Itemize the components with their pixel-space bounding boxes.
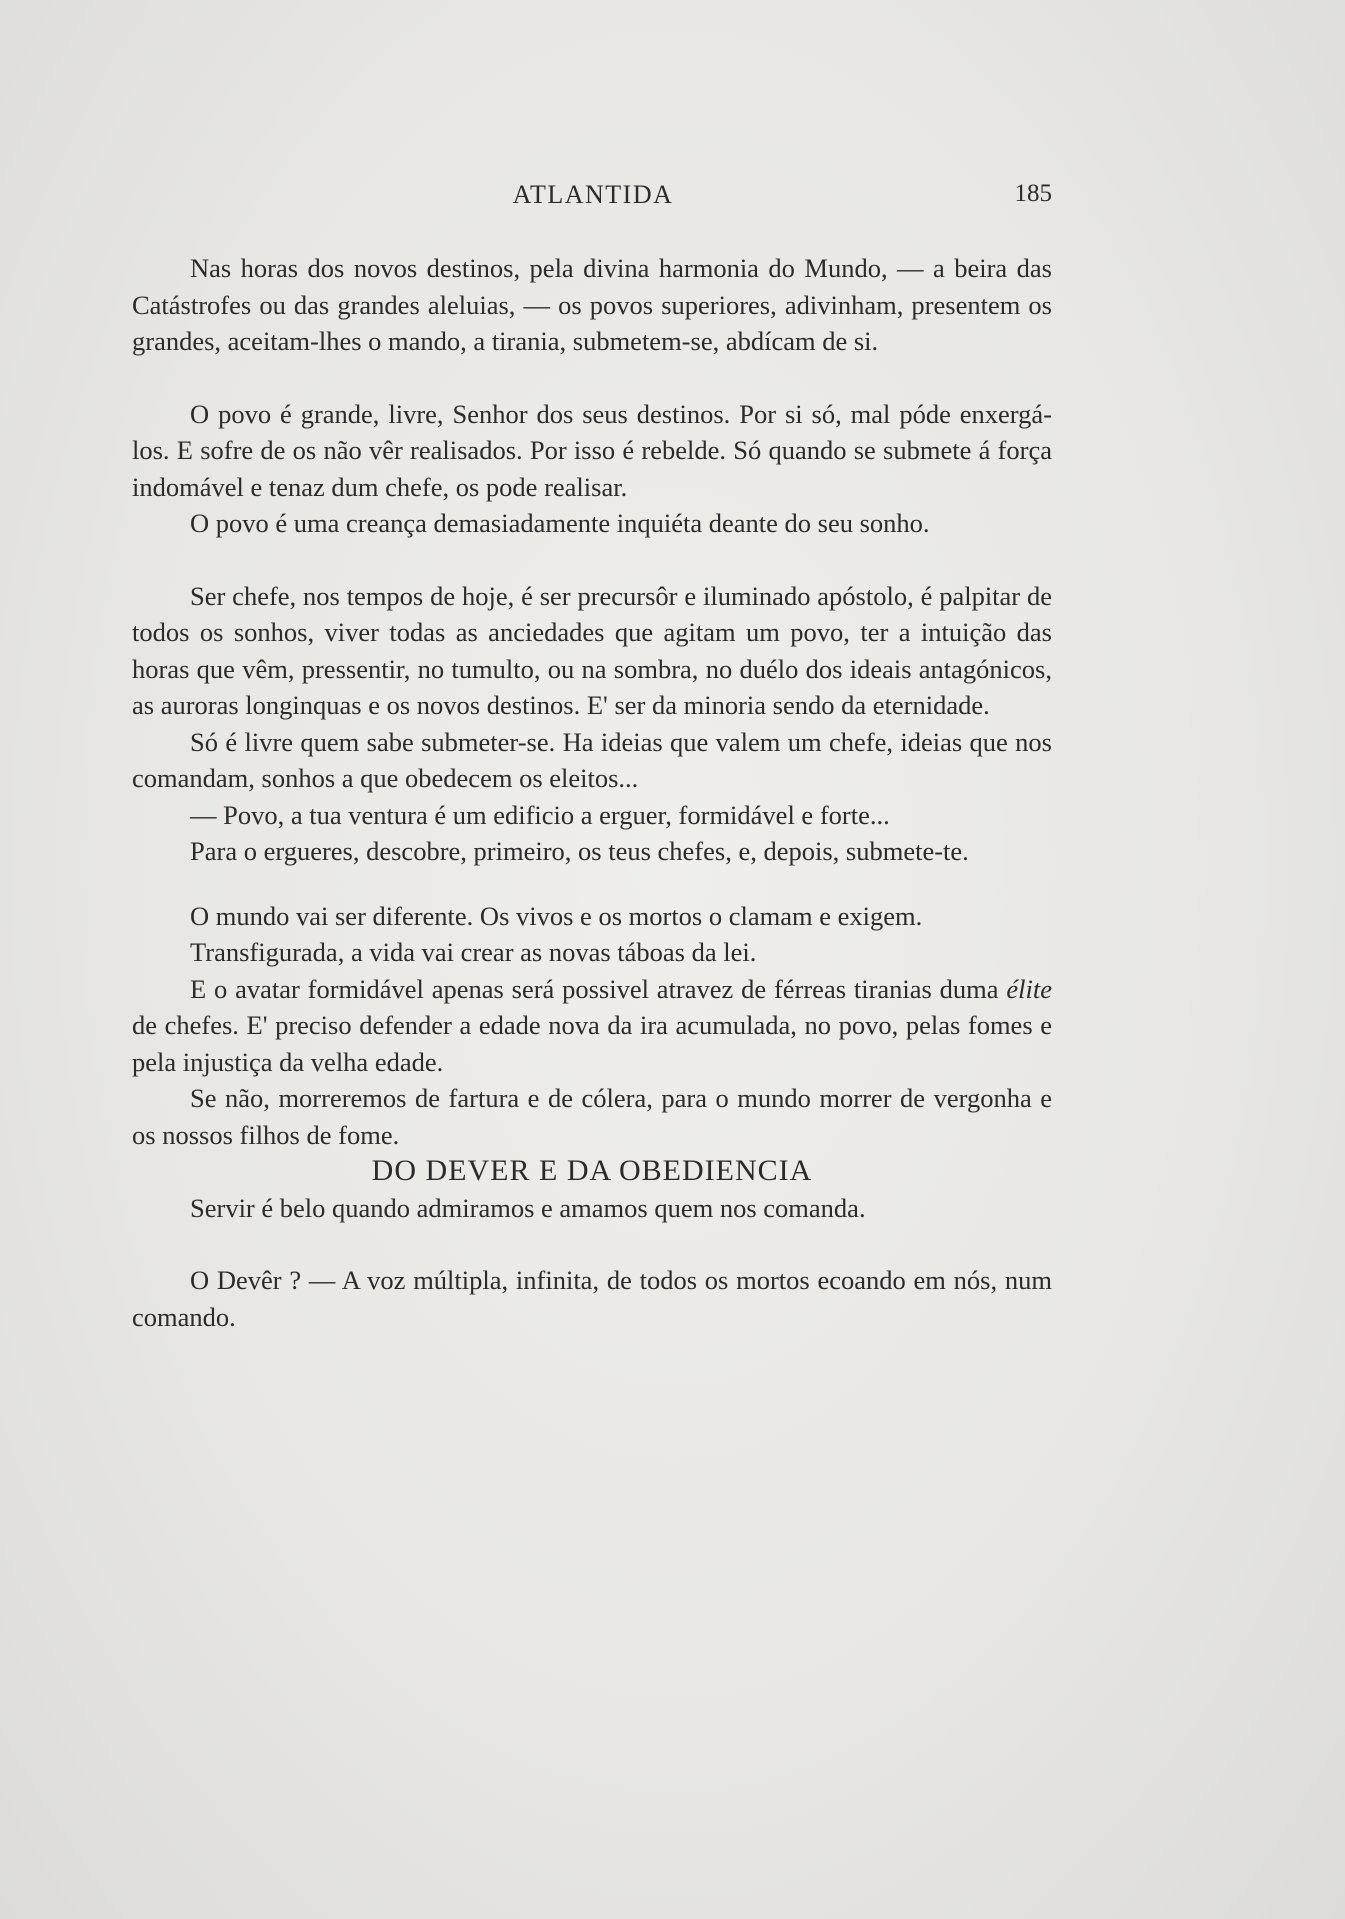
page-header: [134, 180, 1052, 220]
paragraph: — Povo, a tua ventura é um edificio a erguer, formidável e forte...: [190, 799, 890, 830]
italic-word: élite: [1006, 973, 1052, 1004]
paragraph-elite: [132, 971, 1052, 1081]
paragraph: Transfigurada, a vida vai crear as novas táboas da lei.: [190, 937, 757, 967]
paragraph: O Devêr ? — A voz múltipla, infinita, de todos os mortos ecoando em nós, num comando.: [132, 1265, 1052, 1332]
page-number: 185: [1014, 180, 1052, 207]
paragraph: O mundo vai ser diferente. Os vivos e os mortos o clamam e exigem.: [190, 900, 923, 931]
paragraph: O povo é uma creança demasiadamente inquiéta deante do seu sonho.: [190, 508, 930, 538]
paragraph: Se não, morreremos de fartura e de cólera, para o mundo morrer de vergonha e os nossos filhos de fome.: [132, 1083, 1052, 1150]
paragraph: O povo é grande, livre, Senhor dos seus destinos. Por si só, mal póde enxergá-los. E sofre de os não vêr realisados. Por isso é rebelde. Só quando se submete á força indomável e tenaz dum chefe, os pode realisar.: [132, 398, 1052, 502]
page-body: [132, 250, 1052, 1335]
paragraph: Para o ergueres, descobre, primeiro, os teus chefes, e, depois, submete-te.: [190, 836, 969, 866]
paragraph: Só é livre quem sabe submeter-se. Ha ideias que valem um chefe, ideias que nos comandam, sonhos a que obedecem os eleitos...: [132, 726, 1052, 793]
section-title: DO DEVER E DA OBEDIENCIA: [371, 1154, 813, 1187]
paragraph: Nas horas dos novos destinos, pela divina harmonia do Mundo, — a beira das Catástrofes ou das grandes aleluias, — os povos superiores, adivinham, presentem os grandes, aceitam-lhes o mando, a tirania, submetem-se, abdícam de si.: [132, 253, 1052, 356]
paragraph: Servir é belo quando admiramos e amamos quem nos comanda.: [190, 1192, 866, 1223]
text-before-italic: E o avatar formidável apenas será possivel atravez de férreas tiranias duma: [190, 973, 1007, 1004]
paragraph: Ser chefe, nos tempos de hoje, é ser precursôr e iluminado apóstolo, é palpitar de todos os sonhos, viver todas as anciedades que agitam um povo, ter a intuição das horas que vêm, pressentir, no tumulto, ou na sombra, no duélo dos ideais antagónicos, as auroras longinquas e os novos destinos. E' ser da minoria sendo da eternidade.: [132, 580, 1052, 720]
running-title: ATLANTIDA: [512, 180, 674, 209]
text-after-italic: de chefes. E' preciso defender a edade nova da ira acumulada, no povo, pelas fomes e pela injustiça da velha edade.: [132, 1010, 1052, 1077]
